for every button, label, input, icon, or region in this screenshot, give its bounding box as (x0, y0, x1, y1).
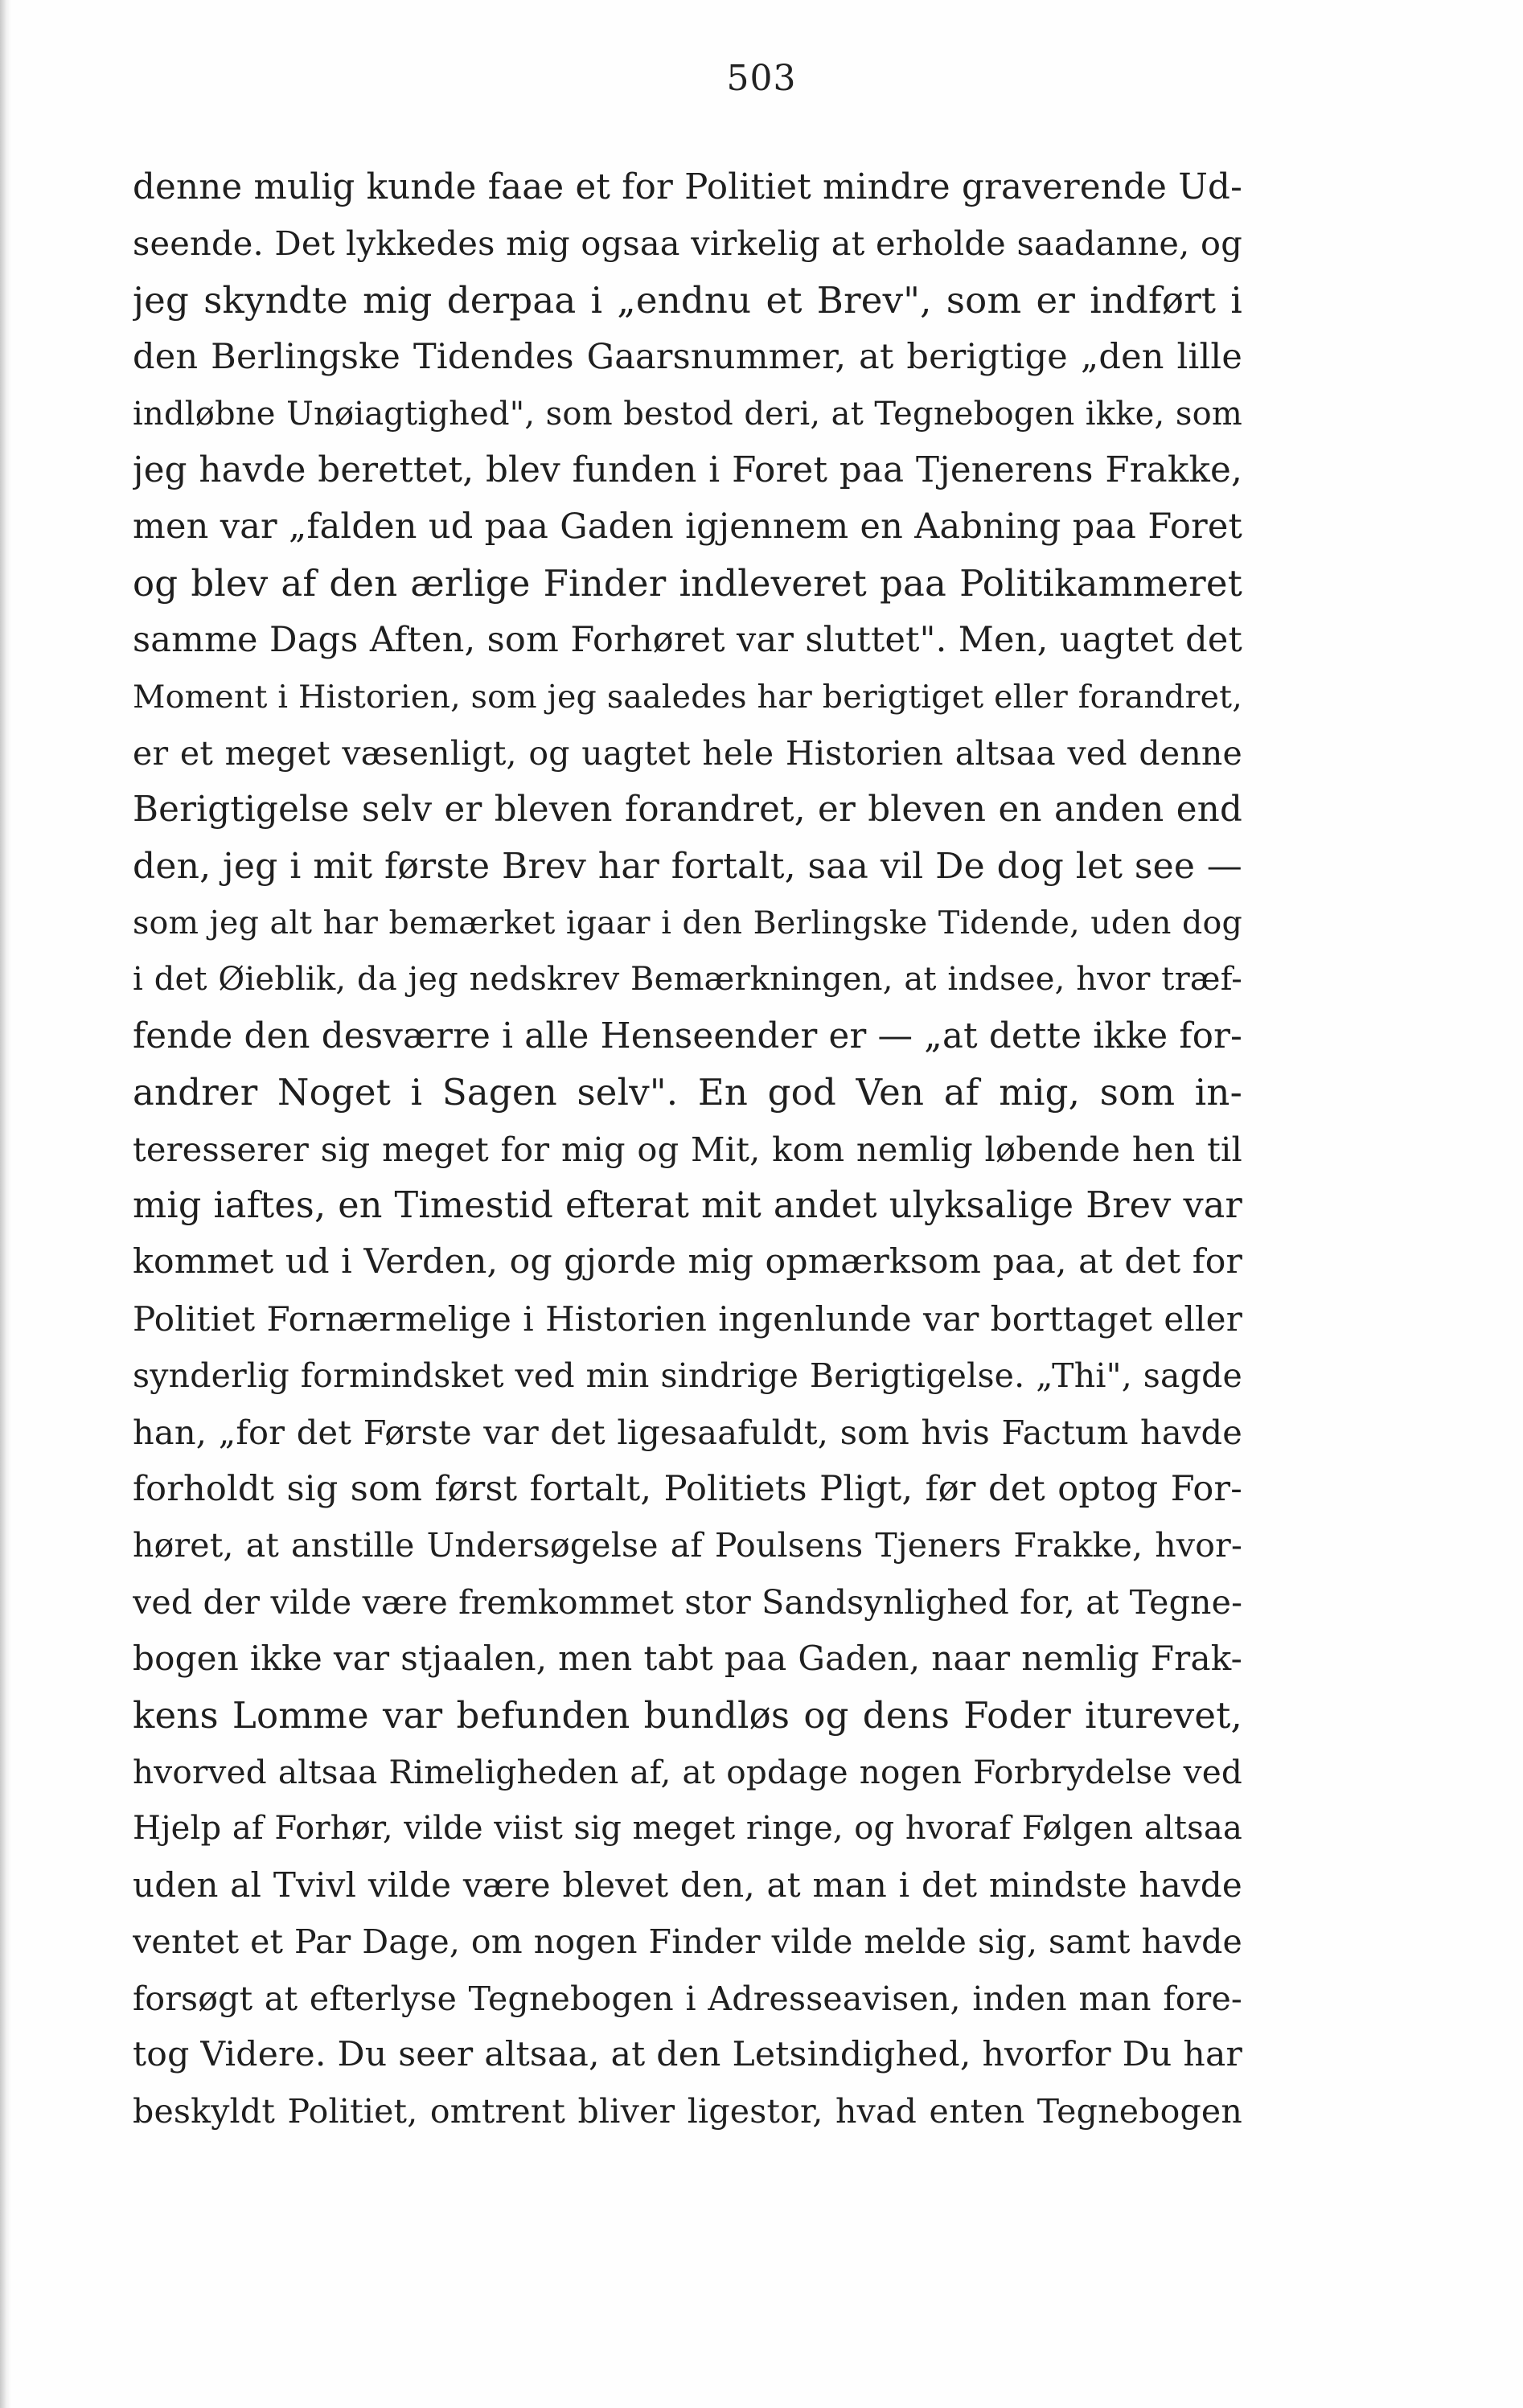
text-line: kens Lomme var befunden bundløs og dens Foder iturevet, (133, 1693, 1242, 1737)
text-line: er et meget væsenligt, og uagtet hele Historien altsaa ved denne (133, 733, 1242, 773)
text-line: fende den desværre i alle Henseender er — „at dette ikke for- (133, 1015, 1242, 1056)
text-line: ventet et Par Dage, om nogen Finder vilde melde sig, samt havde (133, 1922, 1242, 1962)
text-line: jeg skyndte mig derpaa i „endnu et Brev", som er indført i (133, 278, 1242, 322)
text-line: men var „falden ud paa Gaden igjennem en Aabning paa Foret (133, 507, 1242, 548)
text-line: teresserer sig meget for mig og Mit, kom nemlig løbende hen til (133, 1129, 1242, 1169)
text-line: indløbne Unøiagtighed", som bestod deri, at Tegnebogen ikke, som (133, 395, 1242, 433)
text-line: forsøgt at efterlyse Tegnebogen i Adresseavisen, inden man fore- (133, 1979, 1242, 2018)
text-line: kommet ud i Verden, og gjorde mig opmærksom paa, at det for (133, 1242, 1242, 1282)
text-line: forholdt sig som først fortalt, Politiets Pligt, før det optog For- (133, 1468, 1242, 1509)
text-line: høret, at anstille Undersøgelse af Poulsens Tjeners Frakke, hvor- (133, 1526, 1242, 1565)
text-line: Politiet Fornærmelige i Historien ingenlunde var borttaget eller (133, 1298, 1242, 1339)
text-line: seende. Det lykkedes mig ogsaa virkelig at erholde saadanne, og (133, 224, 1242, 264)
text-line: mig iaftes, en Timestid efterat mit andet ulyksalige Brev var (133, 1185, 1242, 1227)
text-line: Moment i Historien, som jeg saaledes har berigtiget eller forandret, (133, 678, 1242, 716)
text-line: andrer Noget i Sagen selv". En god Ven af mig, som in- (133, 1071, 1242, 1114)
text-line: beskyldt Politiet, omtrent bliver ligestor, hvad enten Tegnebogen (133, 2092, 1242, 2131)
text-line: samme Dags Aften, som Forhøret var sluttet". Men, uagtet det (133, 620, 1242, 661)
text-line: jeg havde berettet, blev funden i Foret paa Tjenerens Frakke, (133, 449, 1242, 490)
text-line: han, „for det Første var det ligesaafuldt, som hvis Factum havde (133, 1412, 1242, 1452)
text-line: ved der vilde være fremkommet stor Sandsynlighed for, at Tegne- (133, 1582, 1242, 1622)
text-line: den Berlingske Tidendes Gaarsnummer, at berigtige „den lille (133, 337, 1242, 378)
text-line: bogen ikke var stjaalen, men tabt paa Gaden, naar nemlig Frak- (133, 1639, 1242, 1679)
text-line: den, jeg i mit første Brev har fortalt, saa vil De dog let see — (133, 845, 1242, 887)
binding-edge (0, 0, 11, 2408)
text-line: uden al Tvivl vilde være blevet den, at man i det mindste havde (133, 1864, 1242, 1905)
body-text (133, 159, 1242, 2140)
text-line: synderlig formindsket ved min sindrige Berigtigelse. „Thi", sagde (133, 1356, 1242, 1396)
text-line: i det Øieblik, da jeg nedskrev Bemærkningen, at indsee, hvor træf- (133, 961, 1242, 999)
page-number: 503 (726, 58, 797, 99)
text-line: og blev af den ærlige Finder indleveret paa Politikammeret (133, 561, 1242, 605)
text-line: som jeg alt har bemærket igaar i den Berlingske Tidende, uden dog (133, 905, 1242, 942)
text-line: Berigtigelse selv er bleven forandret, er bleven en anden end (133, 790, 1242, 831)
text-line: denne mulig kunde faae et for Politiet mindre graverende Ud- (133, 167, 1242, 207)
text-line: hvorved altsaa Rimeligheden af, at opdage nogen Forbrydelse ved (133, 1752, 1242, 1791)
text-line: tog Videre. Du seer altsaa, at den Letsindighed, hvorfor Du har (133, 2034, 1242, 2074)
text-line: Hjelp af Forhør, vilde viist sig meget ringe, og hvoraf Følgen altsaa (133, 1810, 1242, 1848)
